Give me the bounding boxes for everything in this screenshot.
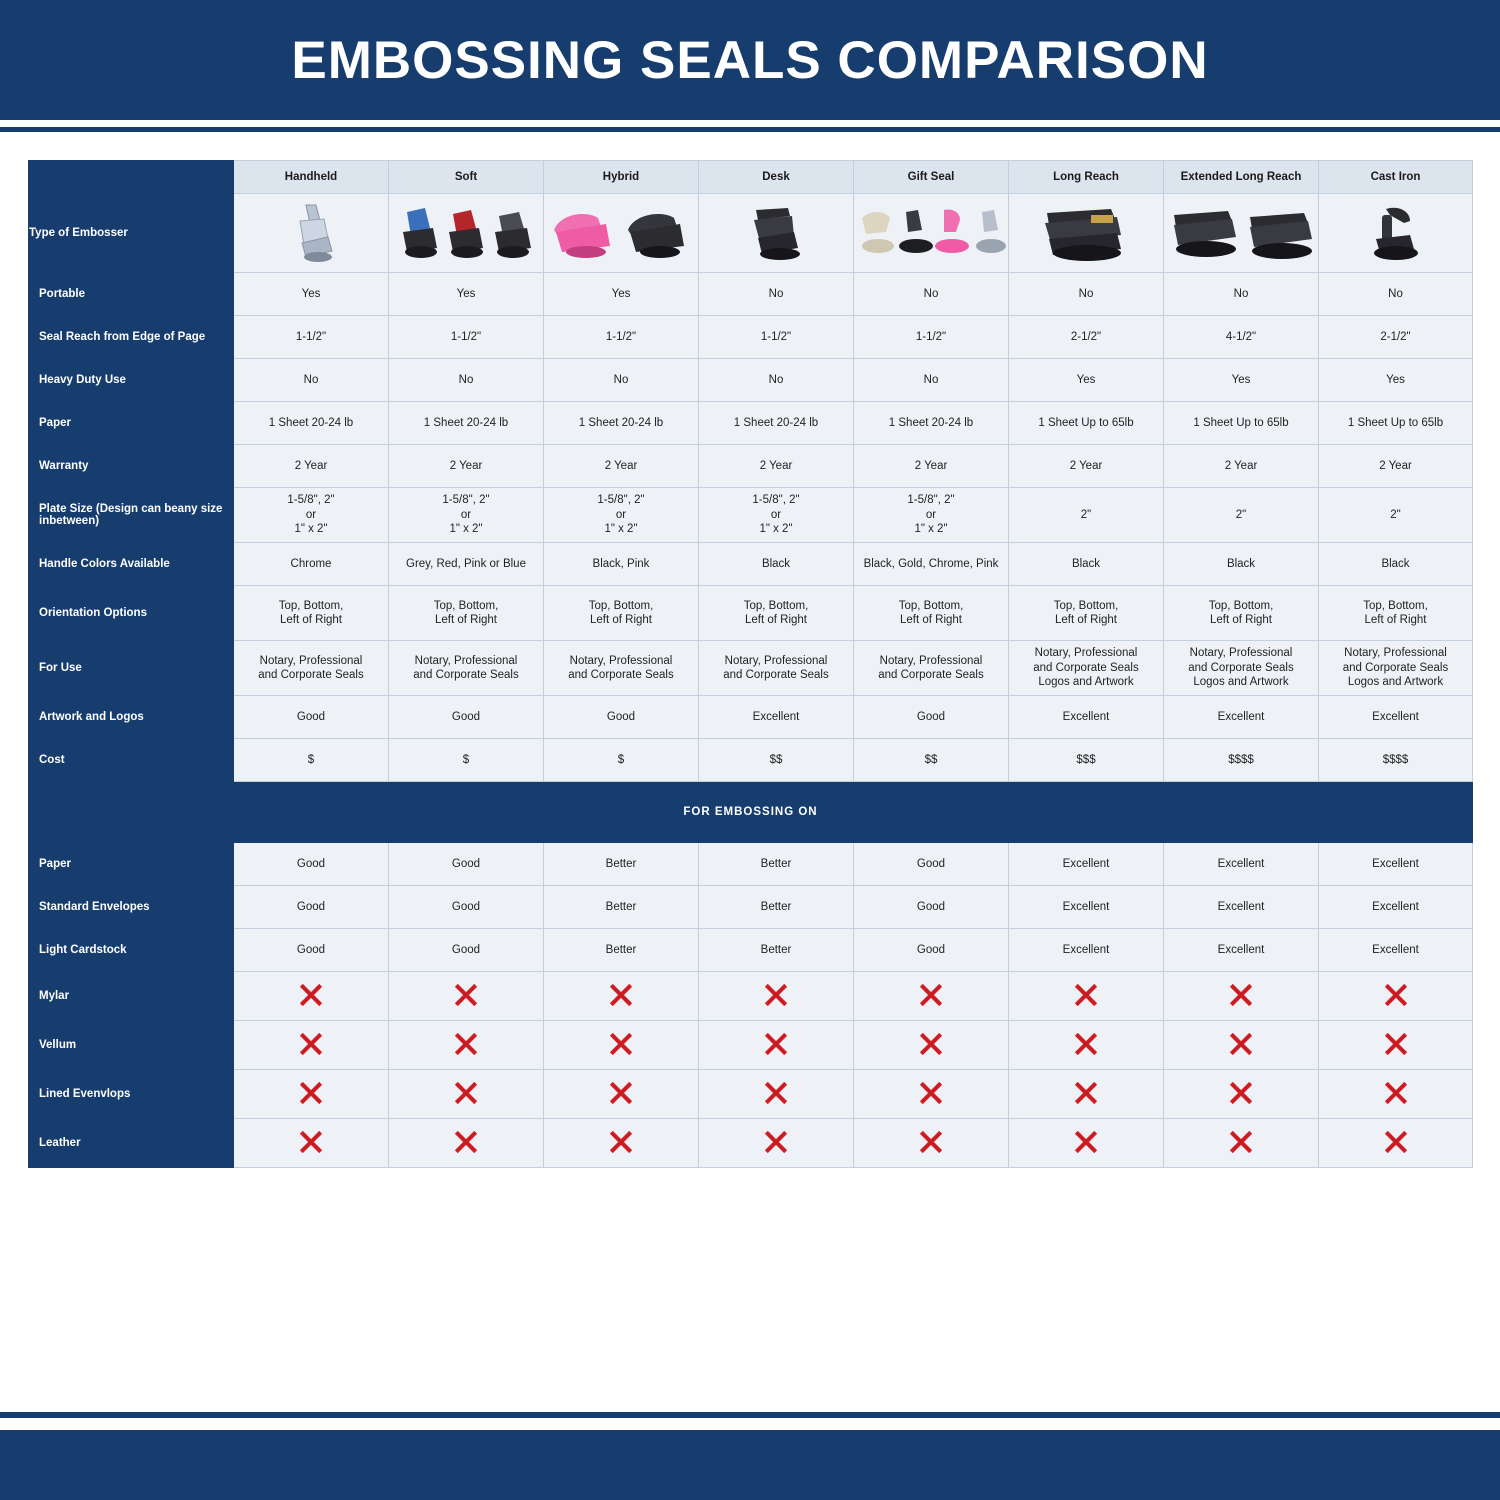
- cell-0-6: No: [1164, 273, 1319, 316]
- embossing-cell-0-6: Excellent: [1164, 843, 1319, 886]
- embossing-cell-1-7: Excellent: [1319, 886, 1473, 929]
- row-label-9: Artwork and Logos: [29, 696, 234, 739]
- soft-embosser-icon: [391, 202, 541, 264]
- table-row: [29, 402, 1473, 445]
- embossing-cell-5-3: [699, 1070, 854, 1119]
- row-label-3: Paper: [29, 402, 234, 445]
- cell-7-4: Top, Bottom, Left of Right: [854, 586, 1009, 641]
- cell-9-7: Excellent: [1319, 696, 1473, 739]
- cell-2-6: Yes: [1164, 359, 1319, 402]
- embossing-cell-5-4: [854, 1070, 1009, 1119]
- cell-2-3: No: [699, 359, 854, 402]
- table-row: [29, 1021, 1473, 1070]
- unsupported-x-icon: [300, 1131, 322, 1153]
- cell-8-6: Notary, Professional and Corporate Seals Logos and Artwork: [1164, 641, 1319, 696]
- embossing-cell-6-7: [1319, 1119, 1473, 1168]
- embossing-cell-3-0: [234, 972, 389, 1021]
- embossing-cell-3-2: [544, 972, 699, 1021]
- embosser-image-cell-3: [699, 194, 854, 273]
- table-row: [29, 641, 1473, 696]
- unsupported-x-icon: [455, 1131, 477, 1153]
- row-label-type-of-embosser: Type of Embosser: [29, 194, 234, 273]
- embossing-row-label-1: Standard Envelopes: [29, 886, 234, 929]
- unsupported-x-icon: [455, 984, 477, 1006]
- cell-1-6: 4-1/2": [1164, 316, 1319, 359]
- cell-7-6: Top, Bottom, Left of Right: [1164, 586, 1319, 641]
- embossing-cell-5-1: [389, 1070, 544, 1119]
- cell-10-1: $: [389, 739, 544, 782]
- cell-4-4: 2 Year: [854, 445, 1009, 488]
- header-white-rule: [0, 120, 1500, 127]
- cell-2-0: No: [234, 359, 389, 402]
- unsupported-x-icon: [1075, 1082, 1097, 1104]
- embossing-cell-2-7: Excellent: [1319, 929, 1473, 972]
- unsupported-x-icon: [1075, 1033, 1097, 1055]
- cell-7-2: Top, Bottom, Left of Right: [544, 586, 699, 641]
- cell-10-3: $$: [699, 739, 854, 782]
- cell-7-3: Top, Bottom, Left of Right: [699, 586, 854, 641]
- cell-3-1: 1 Sheet 20-24 lb: [389, 402, 544, 445]
- extended-long-reach-embosser-icon: [1166, 201, 1316, 265]
- cell-3-2: 1 Sheet 20-24 lb: [544, 402, 699, 445]
- table-row: [29, 1070, 1473, 1119]
- embossing-row-label-6: Leather: [29, 1119, 234, 1168]
- cell-6-6: Black: [1164, 543, 1319, 586]
- cell-3-3: 1 Sheet 20-24 lb: [699, 402, 854, 445]
- cell-2-4: No: [854, 359, 1009, 402]
- row-label-7: Orientation Options: [29, 586, 234, 641]
- cell-0-4: No: [854, 273, 1009, 316]
- cell-5-0: 1-5/8", 2" or 1" x 2": [234, 488, 389, 543]
- embossing-row-label-5: Lined Evenvlops: [29, 1070, 234, 1119]
- cell-0-3: No: [699, 273, 854, 316]
- embossing-row-label-2: Light Cardstock: [29, 929, 234, 972]
- desk-embosser-icon: [736, 202, 816, 264]
- cell-4-3: 2 Year: [699, 445, 854, 488]
- cell-2-5: Yes: [1009, 359, 1164, 402]
- embossing-cell-4-4: [854, 1021, 1009, 1070]
- embossing-cell-1-6: Excellent: [1164, 886, 1319, 929]
- column-header-2: Hybrid: [544, 161, 699, 194]
- row-label-8: For Use: [29, 641, 234, 696]
- embossing-cell-0-5: Excellent: [1009, 843, 1164, 886]
- hybrid-embosser-icon: [546, 202, 696, 264]
- unsupported-x-icon: [610, 1082, 632, 1104]
- cell-10-5: $$$: [1009, 739, 1164, 782]
- section-banner: FOR EMBOSSING ON: [29, 782, 1473, 843]
- cell-0-0: Yes: [234, 273, 389, 316]
- cell-10-0: $: [234, 739, 389, 782]
- row-label-4: Warranty: [29, 445, 234, 488]
- unsupported-x-icon: [765, 1131, 787, 1153]
- embosser-image-cell-5: [1009, 194, 1164, 273]
- row-label-10: Cost: [29, 739, 234, 782]
- table-row: [29, 543, 1473, 586]
- unsupported-x-icon: [1385, 1131, 1407, 1153]
- cell-4-0: 2 Year: [234, 445, 389, 488]
- cell-5-5: 2": [1009, 488, 1164, 543]
- column-header-6: Extended Long Reach: [1164, 161, 1319, 194]
- embossing-cell-4-1: [389, 1021, 544, 1070]
- table-row: [29, 359, 1473, 402]
- cell-9-5: Excellent: [1009, 696, 1164, 739]
- cell-0-2: Yes: [544, 273, 699, 316]
- embossing-cell-5-6: [1164, 1070, 1319, 1119]
- embossing-row-label-0: Paper: [29, 843, 234, 886]
- unsupported-x-icon: [765, 984, 787, 1006]
- embossing-cell-5-0: [234, 1070, 389, 1119]
- cell-1-7: 2-1/2": [1319, 316, 1473, 359]
- unsupported-x-icon: [1075, 1131, 1097, 1153]
- unsupported-x-icon: [455, 1082, 477, 1104]
- embossing-cell-4-2: [544, 1021, 699, 1070]
- embossing-cell-5-5: [1009, 1070, 1164, 1119]
- embossing-cell-1-4: Good: [854, 886, 1009, 929]
- unsupported-x-icon: [300, 1033, 322, 1055]
- embossing-cell-2-5: Excellent: [1009, 929, 1164, 972]
- embossing-cell-0-3: Better: [699, 843, 854, 886]
- embossing-row-label-3: Mylar: [29, 972, 234, 1021]
- embossing-cell-4-0: [234, 1021, 389, 1070]
- comparison-table-wrap: [0, 132, 1500, 1168]
- table-corner-cell: [29, 161, 234, 194]
- embossing-cell-2-6: Excellent: [1164, 929, 1319, 972]
- table-row: [29, 929, 1473, 972]
- unsupported-x-icon: [1385, 1082, 1407, 1104]
- cell-6-2: Black, Pink: [544, 543, 699, 586]
- unsupported-x-icon: [300, 1082, 322, 1104]
- cell-8-2: Notary, Professional and Corporate Seals: [544, 641, 699, 696]
- cell-0-1: Yes: [389, 273, 544, 316]
- embossing-cell-1-3: Better: [699, 886, 854, 929]
- cell-7-7: Top, Bottom, Left of Right: [1319, 586, 1473, 641]
- cell-7-5: Top, Bottom, Left of Right: [1009, 586, 1164, 641]
- column-header-4: Gift Seal: [854, 161, 1009, 194]
- row-label-2: Heavy Duty Use: [29, 359, 234, 402]
- cell-5-6: 2": [1164, 488, 1319, 543]
- table-row: [29, 696, 1473, 739]
- embossing-cell-6-4: [854, 1119, 1009, 1168]
- embosser-image-cell-2: [544, 194, 699, 273]
- footer-gap: [0, 1418, 1500, 1430]
- embossing-cell-0-4: Good: [854, 843, 1009, 886]
- embossing-cell-4-7: [1319, 1021, 1473, 1070]
- cell-4-5: 2 Year: [1009, 445, 1164, 488]
- embossing-cell-5-2: [544, 1070, 699, 1119]
- cell-9-6: Excellent: [1164, 696, 1319, 739]
- cell-3-7: 1 Sheet Up to 65lb: [1319, 402, 1473, 445]
- unsupported-x-icon: [920, 1033, 942, 1055]
- gift-seal-embosser-icon: [856, 202, 1006, 264]
- table-row: [29, 972, 1473, 1021]
- cell-8-7: Notary, Professional and Corporate Seals Logos and Artwork: [1319, 641, 1473, 696]
- embossing-cell-1-1: Good: [389, 886, 544, 929]
- column-header-3: Desk: [699, 161, 854, 194]
- embossing-cell-4-5: [1009, 1021, 1164, 1070]
- table-row: [29, 886, 1473, 929]
- cell-1-2: 1-1/2": [544, 316, 699, 359]
- table-row: [29, 445, 1473, 488]
- column-header-5: Long Reach: [1009, 161, 1164, 194]
- embossing-cell-0-0: Good: [234, 843, 389, 886]
- table-row: [29, 1119, 1473, 1168]
- table-row: [29, 488, 1473, 543]
- embossing-cell-3-3: [699, 972, 854, 1021]
- row-label-1: Seal Reach from Edge of Page: [29, 316, 234, 359]
- cell-1-4: 1-1/2": [854, 316, 1009, 359]
- embossing-row-label-4: Vellum: [29, 1021, 234, 1070]
- cell-8-4: Notary, Professional and Corporate Seals: [854, 641, 1009, 696]
- cell-1-0: 1-1/2": [234, 316, 389, 359]
- cell-6-4: Black, Gold, Chrome, Pink: [854, 543, 1009, 586]
- table-row: [29, 739, 1473, 782]
- embossing-cell-0-1: Good: [389, 843, 544, 886]
- unsupported-x-icon: [765, 1082, 787, 1104]
- cell-6-5: Black: [1009, 543, 1164, 586]
- row-label-0: Portable: [29, 273, 234, 316]
- cell-5-7: 2": [1319, 488, 1473, 543]
- unsupported-x-icon: [1230, 1033, 1252, 1055]
- cell-9-1: Good: [389, 696, 544, 739]
- cell-8-1: Notary, Professional and Corporate Seals: [389, 641, 544, 696]
- embossing-cell-5-7: [1319, 1070, 1473, 1119]
- embossing-cell-2-1: Good: [389, 929, 544, 972]
- unsupported-x-icon: [920, 984, 942, 1006]
- embossing-cell-2-2: Better: [544, 929, 699, 972]
- cell-6-0: Chrome: [234, 543, 389, 586]
- cell-4-6: 2 Year: [1164, 445, 1319, 488]
- cell-2-7: Yes: [1319, 359, 1473, 402]
- long-reach-embosser-icon: [1031, 201, 1141, 265]
- column-header-7: Cast Iron: [1319, 161, 1473, 194]
- unsupported-x-icon: [610, 1131, 632, 1153]
- column-header-0: Handheld: [234, 161, 389, 194]
- cell-3-0: 1 Sheet 20-24 lb: [234, 402, 389, 445]
- cast-iron-embosser-icon: [1356, 201, 1436, 265]
- page-header: [0, 0, 1500, 120]
- cell-10-7: $$$$: [1319, 739, 1473, 782]
- unsupported-x-icon: [765, 1033, 787, 1055]
- embossing-cell-1-5: Excellent: [1009, 886, 1164, 929]
- cell-4-1: 2 Year: [389, 445, 544, 488]
- unsupported-x-icon: [610, 1033, 632, 1055]
- cell-8-0: Notary, Professional and Corporate Seals: [234, 641, 389, 696]
- page-title: EMBOSSING SEALS COMPARISON: [291, 30, 1209, 90]
- embosser-image-cell-7: [1319, 194, 1473, 273]
- table-row: [29, 316, 1473, 359]
- cell-0-5: No: [1009, 273, 1164, 316]
- cell-6-7: Black: [1319, 543, 1473, 586]
- embossing-cell-6-2: [544, 1119, 699, 1168]
- embossing-cell-3-7: [1319, 972, 1473, 1021]
- embossing-cell-3-5: [1009, 972, 1164, 1021]
- table-row: [29, 843, 1473, 886]
- row-label-6: Handle Colors Available: [29, 543, 234, 586]
- cell-1-1: 1-1/2": [389, 316, 544, 359]
- cell-2-2: No: [544, 359, 699, 402]
- unsupported-x-icon: [1230, 1082, 1252, 1104]
- cell-9-0: Good: [234, 696, 389, 739]
- row-label-5: Plate Size (Design can beany size inbetween): [29, 488, 234, 543]
- embosser-image-cell-1: [389, 194, 544, 273]
- cell-4-2: 2 Year: [544, 445, 699, 488]
- embossing-cell-2-0: Good: [234, 929, 389, 972]
- embosser-image-cell-0: [234, 194, 389, 273]
- cell-10-6: $$$$: [1164, 739, 1319, 782]
- embossing-cell-4-3: [699, 1021, 854, 1070]
- embossing-cell-2-4: Good: [854, 929, 1009, 972]
- page-footer: [0, 1412, 1500, 1500]
- embossing-cell-6-6: [1164, 1119, 1319, 1168]
- embossing-cell-0-2: Better: [544, 843, 699, 886]
- table-header-row: [29, 161, 1473, 194]
- unsupported-x-icon: [300, 984, 322, 1006]
- cell-7-1: Top, Bottom, Left of Right: [389, 586, 544, 641]
- table-row: [29, 586, 1473, 641]
- unsupported-x-icon: [455, 1033, 477, 1055]
- unsupported-x-icon: [920, 1131, 942, 1153]
- table-row: [29, 273, 1473, 316]
- cell-9-2: Good: [544, 696, 699, 739]
- embossing-cell-2-3: Better: [699, 929, 854, 972]
- embossing-cell-3-6: [1164, 972, 1319, 1021]
- cell-5-2: 1-5/8", 2" or 1" x 2": [544, 488, 699, 543]
- cell-1-3: 1-1/2": [699, 316, 854, 359]
- embossing-cell-6-1: [389, 1119, 544, 1168]
- comparison-table: [28, 160, 1473, 1168]
- cell-1-5: 2-1/2": [1009, 316, 1164, 359]
- unsupported-x-icon: [610, 984, 632, 1006]
- footer-band: [0, 1430, 1500, 1500]
- embossing-cell-1-2: Better: [544, 886, 699, 929]
- cell-5-1: 1-5/8", 2" or 1" x 2": [389, 488, 544, 543]
- embosser-image-cell-6: [1164, 194, 1319, 273]
- unsupported-x-icon: [1385, 984, 1407, 1006]
- handheld-embosser-icon: [276, 199, 346, 267]
- embossing-cell-3-4: [854, 972, 1009, 1021]
- cell-0-7: No: [1319, 273, 1473, 316]
- cell-8-3: Notary, Professional and Corporate Seals: [699, 641, 854, 696]
- cell-7-0: Top, Bottom, Left of Right: [234, 586, 389, 641]
- unsupported-x-icon: [1075, 984, 1097, 1006]
- cell-6-3: Black: [699, 543, 854, 586]
- cell-5-3: 1-5/8", 2" or 1" x 2": [699, 488, 854, 543]
- column-header-1: Soft: [389, 161, 544, 194]
- embossing-cell-0-7: Excellent: [1319, 843, 1473, 886]
- cell-3-5: 1 Sheet Up to 65lb: [1009, 402, 1164, 445]
- cell-5-4: 1-5/8", 2" or 1" x 2": [854, 488, 1009, 543]
- embosser-image-row: [29, 194, 1473, 273]
- cell-9-3: Excellent: [699, 696, 854, 739]
- cell-4-7: 2 Year: [1319, 445, 1473, 488]
- cell-8-5: Notary, Professional and Corporate Seals Logos and Artwork: [1009, 641, 1164, 696]
- embossing-cell-3-1: [389, 972, 544, 1021]
- embossing-cell-4-6: [1164, 1021, 1319, 1070]
- cell-2-1: No: [389, 359, 544, 402]
- cell-10-4: $$: [854, 739, 1009, 782]
- unsupported-x-icon: [1385, 1033, 1407, 1055]
- cell-10-2: $: [544, 739, 699, 782]
- embossing-cell-6-3: [699, 1119, 854, 1168]
- unsupported-x-icon: [920, 1082, 942, 1104]
- embossing-cell-6-0: [234, 1119, 389, 1168]
- cell-3-6: 1 Sheet Up to 65lb: [1164, 402, 1319, 445]
- unsupported-x-icon: [1230, 984, 1252, 1006]
- cell-6-1: Grey, Red, Pink or Blue: [389, 543, 544, 586]
- embossing-cell-1-0: Good: [234, 886, 389, 929]
- unsupported-x-icon: [1230, 1131, 1252, 1153]
- embosser-image-cell-4: [854, 194, 1009, 273]
- embossing-cell-6-5: [1009, 1119, 1164, 1168]
- section-banner-row: [29, 782, 1473, 843]
- cell-3-4: 1 Sheet 20-24 lb: [854, 402, 1009, 445]
- cell-9-4: Good: [854, 696, 1009, 739]
